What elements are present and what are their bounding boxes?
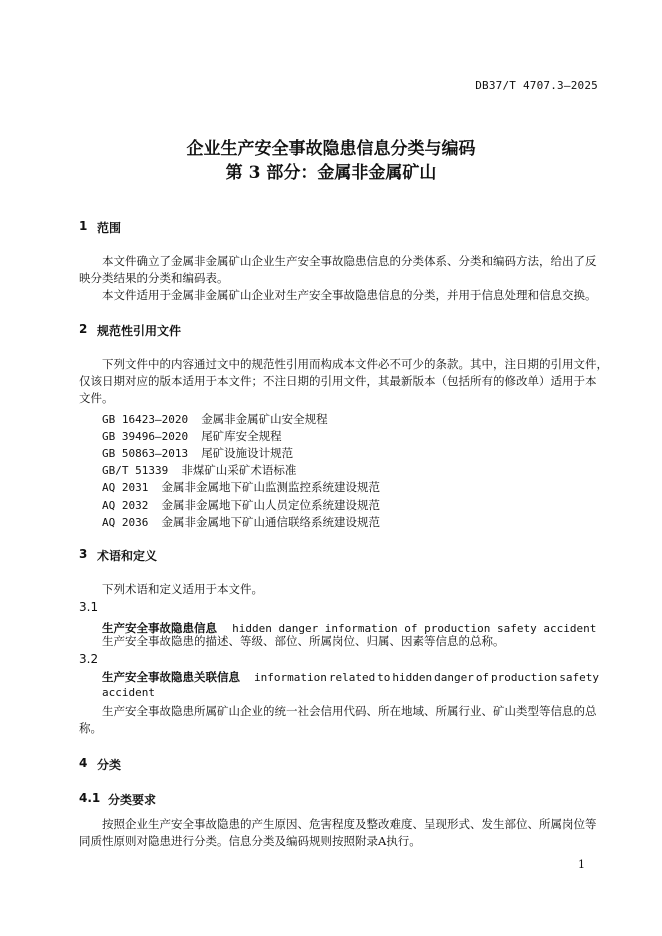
term-3-2-heading <box>102 669 599 685</box>
term-3-1-en: hidden danger information of production safety accident <box>232 622 597 635</box>
reference-code: GB/T 51339 <box>102 464 169 477</box>
term-3-1-number: 3.1 <box>79 600 99 614</box>
reference-code: GB 16423—2020 <box>102 413 189 426</box>
reference-code: AQ 2031 <box>102 481 149 494</box>
section-1-number: 1 <box>79 219 88 233</box>
refs-intro-line1: 下列文件中的内容通过文中的规范性引用而构成本文件必不可少的条款。其中，注日期的引用文件， <box>102 357 608 371</box>
refs-intro-line2: 仅该日期对应的版本适用于本文件；不注日期的引用文件，其最新版本（包括所有的修改单）适用于本 <box>79 374 597 388</box>
term-3-2-en-line2: accident <box>102 686 155 699</box>
section-1-title: 范围 <box>97 221 122 235</box>
reference-item <box>102 511 380 531</box>
scope-para1-line2: 映分类结果的分类和编码表。 <box>79 271 229 285</box>
reference-name: 金属非金属地下矿山监测监控系统建设规范 <box>161 480 380 494</box>
reference-name: 金属非金属地下矿山人员定位系统建设规范 <box>161 498 380 512</box>
term-3-2-definition-line1: 生产安全事故隐患所属矿山企业的统一社会信用代码、所在地域、所属行业、矿山类型等信息的总 <box>102 704 597 718</box>
term-3-2-en: information related to hidden danger of production safety <box>254 671 599 684</box>
section-2-number: 2 <box>79 322 88 336</box>
term-3-2-cn: 生产安全事故隐患关联信息 <box>102 670 240 684</box>
reference-code: AQ 2032 <box>102 499 149 512</box>
scope-para1-line1: 本文件确立了金属非金属矿山企业生产安全事故隐患信息的分类体系、分类和编码方法，给出了反 <box>102 254 597 268</box>
section-3-title: 术语和定义 <box>97 549 158 563</box>
section-4-1-number: 4.1 <box>79 791 101 805</box>
reference-name: 非煤矿山采矿术语标准 <box>181 463 297 477</box>
reference-code: GB 39496—2020 <box>102 430 189 443</box>
section-4-title: 分类 <box>97 758 122 772</box>
page-number: 1 <box>578 858 585 871</box>
doc-code: DB37/T 4707.3—2025 <box>475 79 598 92</box>
doc-title-line2: 第 3 部分：金属非金属矿山 <box>225 163 437 183</box>
term-3-2-number: 3.2 <box>79 652 99 666</box>
reference-code: AQ 2036 <box>102 516 149 529</box>
term-3-1-cn: 生产安全事故隐患信息 <box>102 621 217 635</box>
reference-name: 金属非金属地下矿山通信联络系统建设规范 <box>161 515 380 529</box>
section-4-number: 4 <box>79 756 88 770</box>
reference-name: 金属非金属矿山安全规程 <box>201 412 328 426</box>
section-2-title: 规范性引用文件 <box>97 324 182 338</box>
reference-code: GB 50863—2013 <box>102 447 189 460</box>
reference-item <box>102 476 380 496</box>
terms-intro: 下列术语和定义适用于本文件。 <box>102 582 263 596</box>
section-4-1-title: 分类要求 <box>108 793 157 807</box>
reference-name: 尾矿库安全规程 <box>201 429 282 443</box>
scope-para2: 本文件适用于金属非金属矿山企业对生产安全事故隐患信息的分类，并用于信息处理和信息交换。 <box>102 288 597 302</box>
section-3-number: 3 <box>79 547 88 561</box>
classify-para-line1: 按照企业生产安全事故隐患的产生原因、危害程度及整改难度、呈现形式、发生部位、所属岗位等 <box>102 817 597 831</box>
classify-para-line2: 同质性原则对隐患进行分类。信息分类及编码规则按照附录A执行。 <box>79 834 421 848</box>
doc-title-line1: 企业生产安全事故隐患信息分类与编码 <box>186 139 476 159</box>
reference-name: 尾矿设施设计规范 <box>201 446 294 460</box>
refs-intro-line3: 文件。 <box>79 391 114 405</box>
term-3-2-definition-line2: 称。 <box>79 721 102 735</box>
term-3-1-definition: 生产安全事故隐患的描述、等级、部位、所属岗位、归属、因素等信息的总称。 <box>102 634 505 648</box>
